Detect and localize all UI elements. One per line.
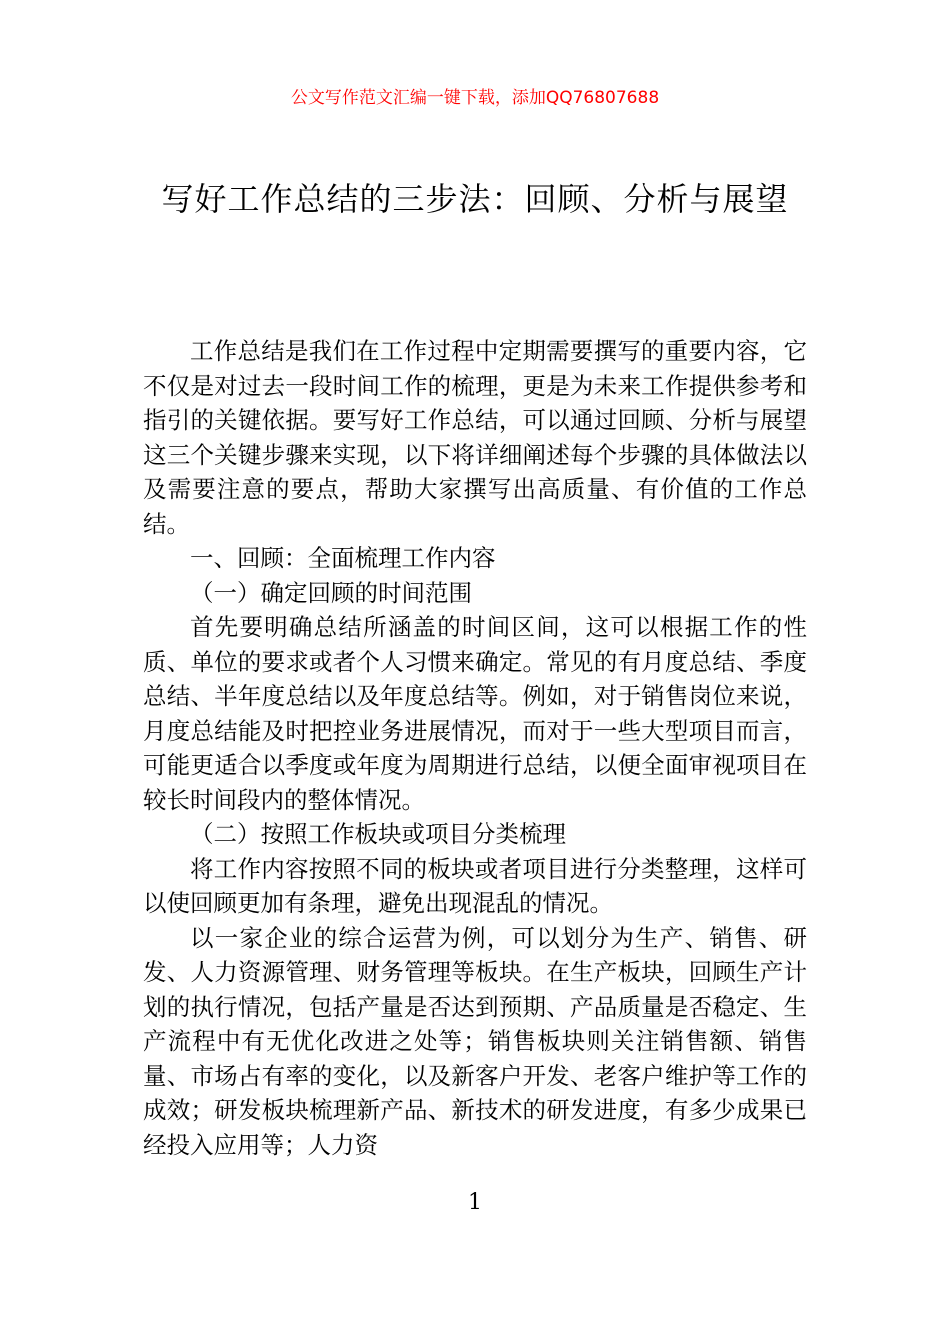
document-body bbox=[143, 334, 807, 1162]
subsection-heading: （一）确定回顾的时间范围 bbox=[190, 578, 472, 607]
paragraph: 将工作内容按照不同的板块或者项目进行分类整理，这样可以使回顾更加有条理，避免出现混乱的情况。 bbox=[143, 854, 807, 917]
download-banner: 公文写作范文汇编一键下载，添加QQ76807688 bbox=[290, 88, 660, 108]
document-title: 写好工作总结的三步法：回顾、分析与展望 bbox=[161, 180, 789, 218]
subsection-heading: （二）按照工作板块或项目分类梳理 bbox=[190, 820, 566, 848]
section-heading: 一、回顾：全面梳理工作内容 bbox=[190, 544, 496, 572]
paragraph: 首先要明确总结所涵盖的时间区间，这可以根据工作的性质、单位的要求或者个人习惯来确定。常见的有月度总结、季度总结、半年度总结以及年度总结等。例如，对于销售岗位来说，月度总结能及时把控业务进展情况，而对于一些大型项目而言，可能更适合以季度或年度为周期进行总结，以便全面审视项目在较长时间段内的整体情况。 bbox=[143, 613, 807, 814]
paragraph: 以一家企业的综合运营为例，可以划分为生产、销售、研发、人力资源管理、财务管理等板块。在生产板块，回顾生产计划的执行情况，包括产量是否达到预期、产品质量是否稳定、生产流程中有无优化改进之处等；销售板块则关注销售额、销售量、市场占有率的变化，以及新客户开发、老客户维护等工作的成效；研发板块梳理新产品、新技术的研发进度，有多少成果已经投入应用等；人力资 bbox=[143, 923, 807, 1159]
page-number: 1 bbox=[468, 1190, 482, 1215]
paragraph-intro: 工作总结是我们在工作过程中定期需要撰写的重要内容，它不仅是对过去一段时间工作的梳理，更是为未来工作提供参考和指引的关键依据。要写好工作总结，可以通过回顾、分析与展望这三个关键步骤来实现，以下将详细阐述每个步骤的具体做法以及需要注意的要点，帮助大家撰写出高质量、有价值的工作总结。 bbox=[143, 337, 807, 538]
